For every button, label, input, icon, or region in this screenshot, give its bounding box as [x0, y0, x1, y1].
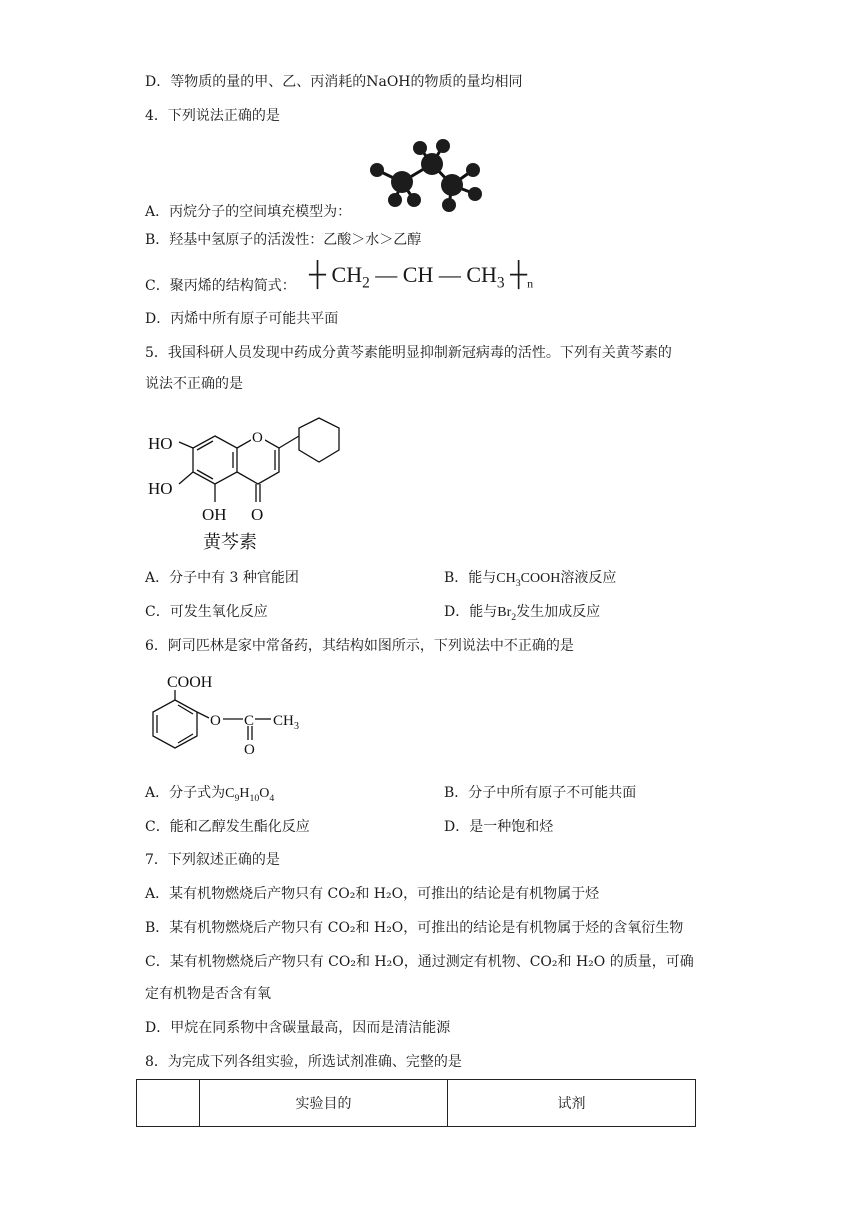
- q5-stem-line2: 说法不正确的是: [145, 376, 243, 392]
- table-header-reagent: 试剂: [448, 1080, 696, 1127]
- table-row: [137, 1080, 696, 1127]
- q4-stem: 4．下列说法正确的是: [145, 108, 280, 124]
- svg-text:HO: HO: [148, 434, 173, 453]
- q6-option-c: C．能和乙醇发生酯化反应: [145, 819, 310, 835]
- q5-option-b: B．能与$CH_3COOH$溶液反应: [444, 570, 617, 589]
- svg-text:C: C: [244, 713, 255, 729]
- q6-option-d: D．是一种饱和烃: [444, 819, 554, 835]
- q7-stem: 7．下列叙述正确的是: [145, 852, 280, 868]
- q8-stem: 8．为完成下列各组实验，所选试剂准确、完整的是: [145, 1054, 462, 1070]
- svg-text:黄芩素: 黄芩素: [203, 532, 257, 553]
- svg-text:CH: CH: [273, 713, 294, 729]
- table-header-purpose: 实验目的: [200, 1080, 448, 1127]
- q4-option-c: C．聚丙烯的结构简式：: [145, 278, 296, 294]
- q6-stem: 6．阿司匹林是家中常备药，其结构如图所示，下列说法中不正确的是: [145, 638, 574, 654]
- svg-text:COOH: COOH: [167, 674, 213, 691]
- svg-text:HO: HO: [148, 479, 173, 498]
- q8-experiment-table: [136, 1079, 696, 1127]
- svg-text:3: 3: [294, 721, 299, 732]
- q7-option-c-line1: C．某有机物燃烧后产物只有 CO₂和 H₂O，通过测定有机物、CO₂和 H₂O 的质量，可确: [145, 954, 694, 970]
- q7-option-a: A．某有机物燃烧后产物只有 CO₂和 H₂O，可推出的结论是有机物属于烃: [145, 886, 600, 902]
- q5-option-a: A．分子中有 3 种官能团: [145, 570, 299, 586]
- table-header-index: [137, 1080, 200, 1127]
- q4-option-b: B．羟基中氢原子的活泼性：乙酸＞水＞乙醇: [145, 232, 422, 248]
- svg-text:O: O: [244, 742, 255, 758]
- q7-option-d: D．甲烷在同系物中含碳量最高，因而是清洁能源: [145, 1020, 451, 1036]
- q7-option-b: B．某有机物燃烧后产物只有 CO₂和 H₂O，可推出的结论是有机物属于烃的含氧衍生物: [145, 920, 684, 936]
- q4-option-a: A．丙烷分子的空间填充模型为：: [145, 204, 352, 220]
- q6-option-b: B．分子中所有原子不可能共面: [444, 785, 637, 801]
- q4-option-d: D．丙烯中所有原子可能共平面: [145, 311, 339, 327]
- svg-text:OH: OH: [202, 505, 227, 524]
- q5-option-d: D．能与$Br_2$发生加成反应: [444, 604, 601, 623]
- q3-option-d: D．等物质的量的甲、乙、丙消耗的NaOH的物质的量均相同: [145, 74, 523, 90]
- q6-option-a: A．分子式为$C_9H_{10}O_4$: [145, 785, 275, 804]
- q5-stem-line1: 5．我国科研人员发现中药成分黄芩素能明显抑制新冠病毒的活性。下列有关黄芩素的: [145, 345, 672, 361]
- q5-option-c: C．可发生氧化反应: [145, 604, 268, 620]
- svg-text:O: O: [251, 505, 264, 524]
- propane-space-filling-model: [362, 132, 488, 216]
- q7-option-c-line2: 定有机物是否含有氧: [145, 986, 271, 1002]
- baicalein-structure: [145, 412, 345, 554]
- svg-text:O: O: [252, 430, 263, 446]
- svg-text:O: O: [210, 713, 221, 729]
- polypropylene-formula: ┼ $CH_2$ — CH — $CH_3$ $┼_n$: [309, 262, 534, 292]
- aspirin-structure: [145, 670, 320, 770]
